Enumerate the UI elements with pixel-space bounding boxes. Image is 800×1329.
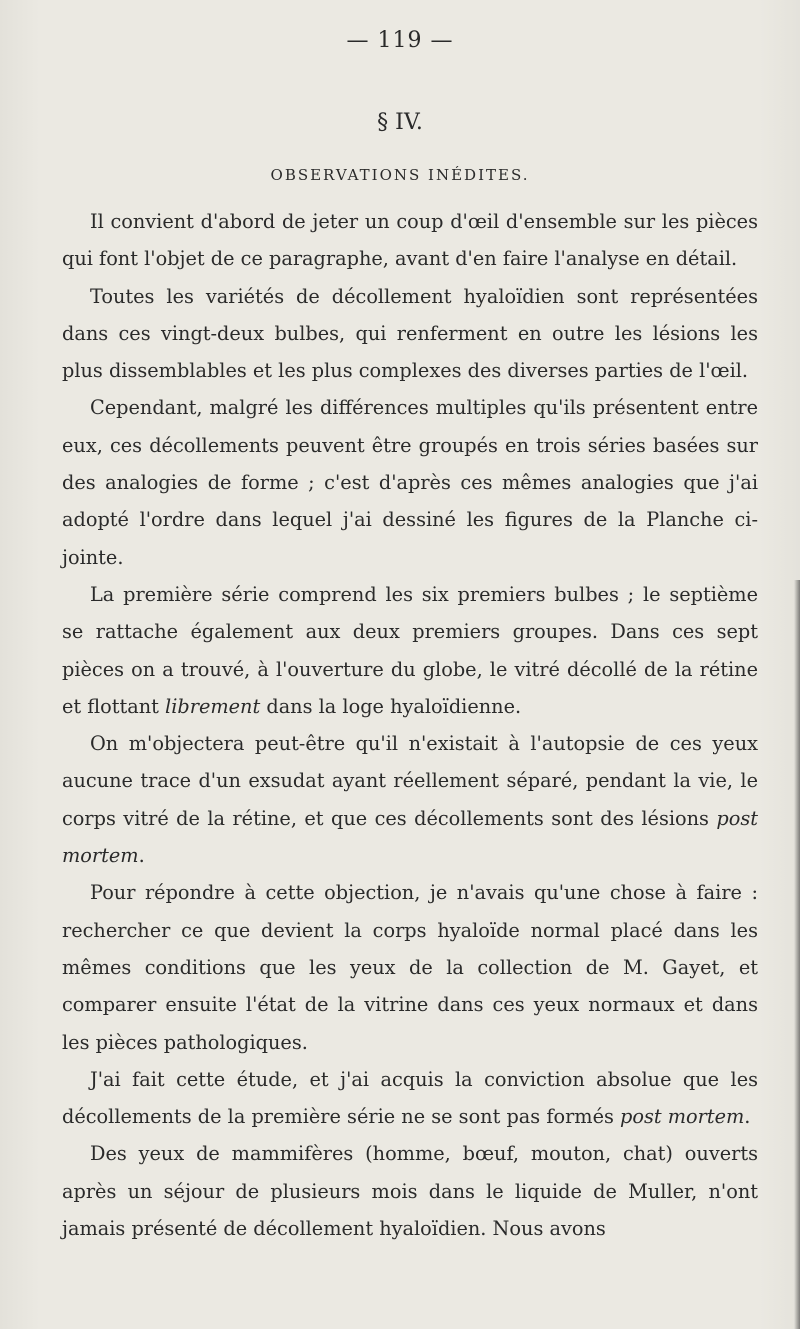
- emphasis-post-mortem-2: post mortem: [620, 1105, 745, 1129]
- paragraph-5-text: On m'objectera peut-être qu'il n'existait à l'autopsie de ces yeux aucune trace d'un exsudat ayant réellement séparé, pendant la vie, le corps vitré de la rétine, et que ces décollements sont des lésions: [62, 732, 758, 830]
- paragraph-2: Toutes les variétés de décollement hyaloïdien sont représentées dans ces vingt-deux bulbes, qui renferment en outre les lésions les plus dissemblables et les plus complexes des diverses parties de l'œil.: [62, 284, 758, 383]
- paragraph-4-text-end: dans la loge hyaloïdienne.: [260, 694, 522, 718]
- emphasis-post-mortem: post mortem: [62, 806, 758, 868]
- paragraph-4-text: La première série comprend les six premiers bulbes ; le septième se rattache également aux deux premiers groupes. Dans ces sept pièces on a trouvé, à l'ouverture du globe, le vitré décollé de la rétine et flottant: [62, 582, 758, 718]
- section-subtitle: OBSERVATIONS INÉDITES.: [270, 166, 530, 184]
- paragraph-8: Des yeux de mammifères (homme, bœuf, mouton, chat) ouverts après un séjour de plusieurs mois dans le liquide de Muller, n'ont jamais présenté de décollement hyaloïdien. Nous avons: [62, 1142, 758, 1241]
- paragraph-7: [62, 1061, 758, 1136]
- paragraph-5-text-end: .: [138, 844, 145, 868]
- paragraph-1: Il convient d'abord de jeter un coup d'œil d'ensemble sur les pièces qui font l'objet de ce paragraphe, avant d'en faire l'analyse en détail.: [62, 210, 758, 271]
- paragraph-4: [62, 576, 758, 725]
- paragraph-3: Cependant, malgré les différences multiples qu'ils présentent entre eux, ces décollements peuvent être groupés en trois séries basées sur des analogies de forme ; c'est d'après ces mêmes analogies que j'ai adopté l'ordre dans lequel j'ai dessiné les figures de la Planche ci-jointe.: [62, 396, 758, 569]
- page-number: — 119 —: [346, 28, 454, 53]
- paragraph-7-text: J'ai fait cette étude, et j'ai acquis la conviction absolue que les décollements de la première série ne se sont pas formés: [62, 1067, 758, 1129]
- emphasis-librement: librement: [165, 694, 261, 718]
- paragraph-5: [62, 725, 758, 874]
- body-text: [62, 203, 758, 1247]
- paragraph-6: Pour répondre à cette objection, je n'avais qu'une chose à faire : rechercher ce que devient la corps hyaloïde normal placé dans les mêmes conditions que les yeux de la collection de M. Gayet, et comparer ensuite l'état de la vitrine dans ces yeux normaux et dans les pièces pathologiques.: [62, 881, 758, 1054]
- page-edge-shadow: [794, 580, 800, 1329]
- paragraph-7-text-end: .: [744, 1105, 751, 1129]
- section-heading: § IV.: [377, 110, 423, 135]
